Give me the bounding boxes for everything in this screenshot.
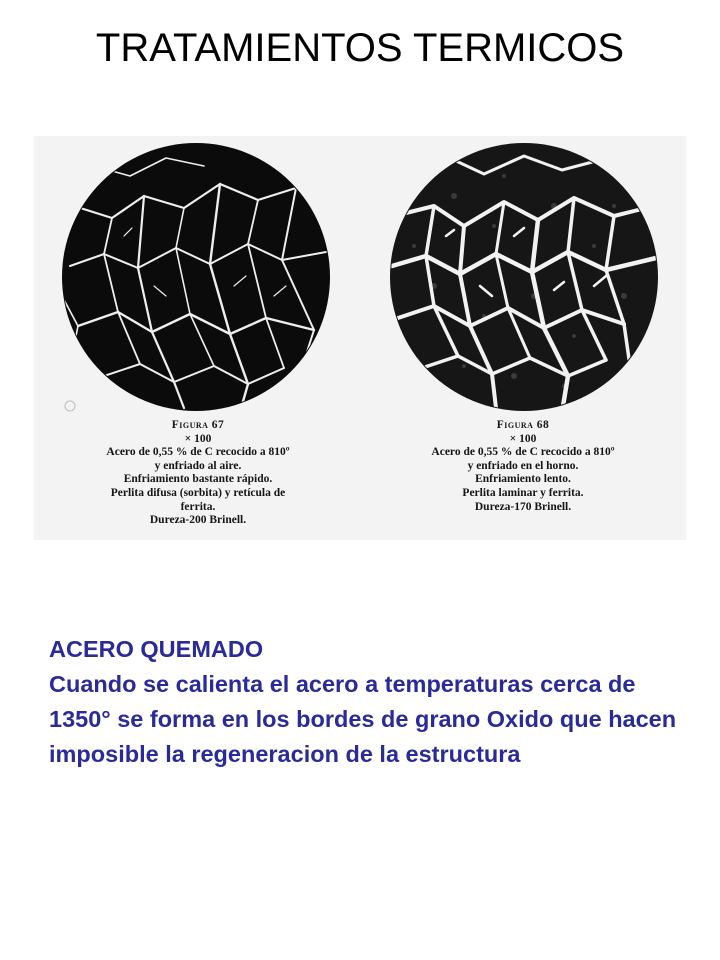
caption-line: ferrita. [180,500,216,513]
figure-label: Figura 68 [496,419,550,431]
caption-line: y enfriado en el horno. [467,459,579,472]
caption-line: Enfriamiento bastante rápido. [123,473,273,486]
body-text-block [49,632,689,772]
caption-line: Perlita laminar y ferrita. [462,486,584,499]
caption-line: y enfriado al aire. [154,459,242,472]
scan-artifact [65,401,75,411]
caption-line: Acero de 0,55 % de C recocido a 810º [431,446,615,459]
section-heading: ACERO QUEMADO [49,636,264,662]
micrograph-figure-panel [34,136,686,540]
body-paragraph: Cuando se calienta el acero a temperaturas cerca de 1350° se forma en los bordes de grano Oxido que hacen imposible la regeneracion de la estructura [49,671,677,767]
caption-line: Dureza-200 Brinell. [149,514,247,527]
figure-magnification: × 100 [509,432,537,445]
caption-figure-68 [373,419,673,514]
micrograph-figure-67 [62,143,330,412]
figure-magnification: × 100 [184,432,212,445]
caption-line: Dureza-170 Brinell. [474,500,572,513]
caption-figure-67 [48,419,348,528]
figure-label: Figura 67 [171,419,225,431]
caption-line: Acero de 0,55 % de C recocido a 810º [106,446,290,459]
caption-line: Enfriamiento lento. [475,473,571,486]
caption-line: Perlita difusa (sorbita) y retícula de [110,486,286,499]
slide-title: TRATAMIENTOS TERMICOS [95,26,625,70]
micrograph-figure-68 [390,143,658,412]
